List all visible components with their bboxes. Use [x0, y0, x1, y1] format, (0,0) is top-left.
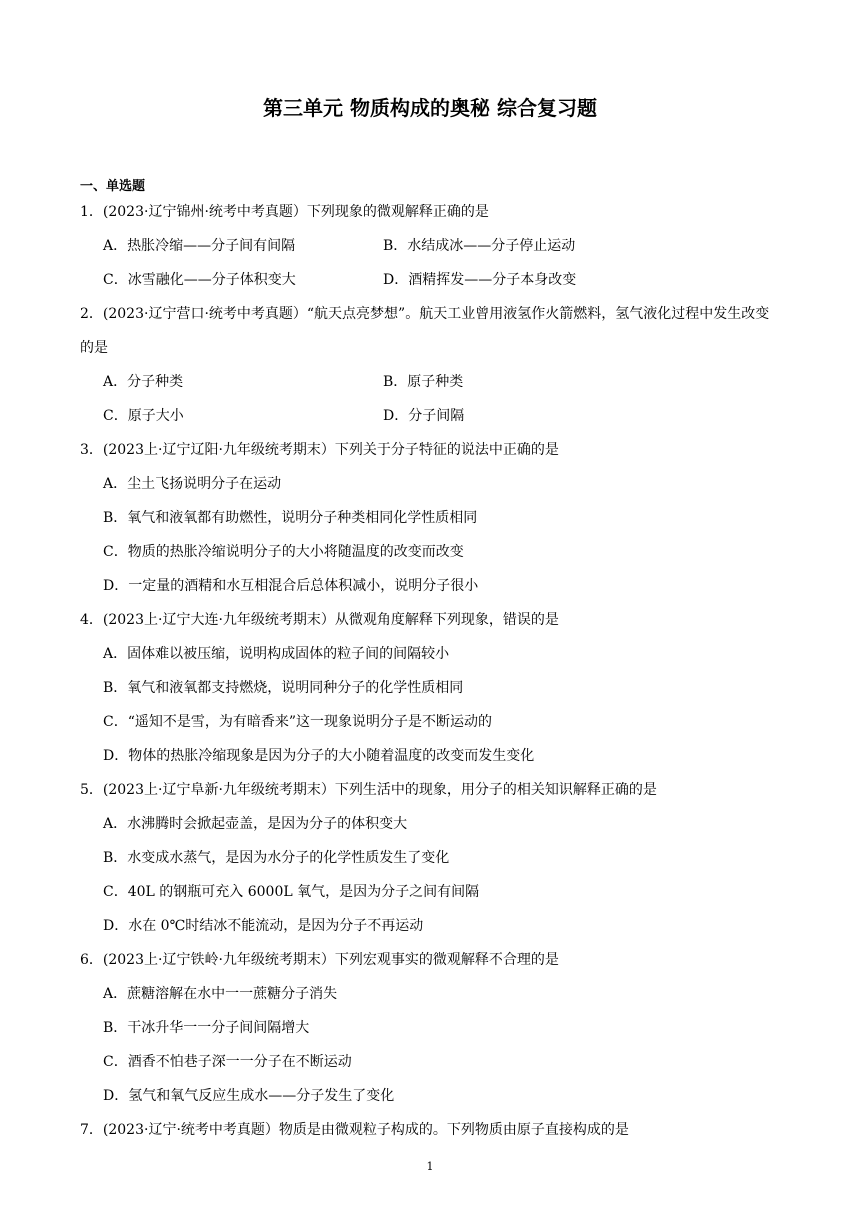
option-c: C．冰雪融化——分子体积变大 [103, 272, 296, 288]
option-a: A．水沸腾时会掀起壶盖，是因为分子的体积变大 [103, 816, 408, 832]
option-b: B．氧气和液氧都支持燃烧，说明同种分子的化学性质相同 [103, 680, 464, 696]
option-a: A．固体难以被压缩，说明构成固体的粒子间的间隔较小 [103, 646, 450, 662]
option-c: C．“遥知不是雪，为有暗香来”这一现象说明分子是不断运动的 [103, 714, 493, 730]
option-c: C．物质的热胀冷缩说明分子的大小将随温度的改变而改变 [103, 544, 464, 560]
option-b: B．水结成冰——分子停止运动 [383, 238, 576, 254]
option-c: C．40L 的钢瓶可充入 6000L 氧气，是因为分子之间有间隔 [103, 884, 480, 900]
option-b: B．水变成水蒸气，是因为水分子的化学性质发生了变化 [103, 850, 450, 866]
option-a: A．蔗糖溶解在水中一一蔗糖分子消失 [103, 986, 338, 1002]
option-c: C．酒香不怕巷子深一一分子在不断运动 [103, 1054, 352, 1070]
option-c: C．原子大小 [103, 408, 184, 424]
question-1 [80, 195, 780, 297]
page-number: 1 [426, 1160, 434, 1173]
question-stem: 2．(2023·辽宁营口·统考中考真题）“航天点亮梦想”。航天工业曾用液氢作火箭燃料，氢气液化过程中发生改变的是 [80, 306, 770, 356]
question-stem: 4．(2023上·辽宁大连·九年级统考期末）从微观角度解释下列现象，错误的是 [80, 612, 559, 628]
option-b: B．干冰升华一一分子间间隔增大 [103, 1020, 310, 1036]
question-stem: 6．(2023上·辽宁铁岭·九年级统考期末）下列宏观事实的微观解释不合理的是 [80, 952, 559, 968]
option-d: D．物体的热胀冷缩现象是因为分子的大小随着温度的改变而发生变化 [103, 748, 535, 764]
option-b: B．氧气和液氧都有助燃性，说明分子种类相同化学性质相同 [103, 510, 478, 526]
question-7 [80, 1113, 780, 1147]
option-a: A．分子种类 [103, 374, 184, 390]
section-heading: 一、单选题 [80, 179, 146, 194]
question-stem: 3．(2023上·辽宁辽阳·九年级统考期末）下列关于分子特征的说法中正确的是 [80, 442, 559, 458]
question-3 [80, 433, 780, 603]
option-a: A．热胀冷缩——分子间有间隔 [103, 238, 296, 254]
question-4 [80, 603, 780, 773]
option-d: D．水在 0℃时结冰不能流动，是因为分子不再运动 [103, 918, 424, 934]
option-b: B．原子种类 [383, 374, 464, 390]
question-stem: 1．(2023·辽宁锦州·统考中考真题）下列现象的微观解释正确的是 [80, 204, 489, 220]
page-title: 第三单元 物质构成的奥秘 综合复习题 [263, 96, 597, 120]
option-d: D．一定量的酒精和水互相混合后总体积减小，说明分子很小 [103, 578, 479, 594]
question-stem: 7．(2023·辽宁·统考中考真题）物质是由微观粒子构成的。下列物质由原子直接构成的是 [80, 1122, 629, 1138]
option-d: D．分子间隔 [383, 408, 465, 424]
question-2 [80, 297, 780, 433]
option-d: D．氢气和氧气反应生成水——分子发生了变化 [103, 1088, 395, 1104]
question-stem: 5．(2023上·辽宁阜新·九年级统考期末）下列生活中的现象，用分子的相关知识解释正确的是 [80, 782, 657, 798]
question-5 [80, 773, 780, 943]
question-6 [80, 943, 780, 1113]
option-a: A．尘土飞扬说明分子在运动 [103, 476, 282, 492]
option-d: D．酒精挥发——分子本身改变 [383, 272, 577, 288]
